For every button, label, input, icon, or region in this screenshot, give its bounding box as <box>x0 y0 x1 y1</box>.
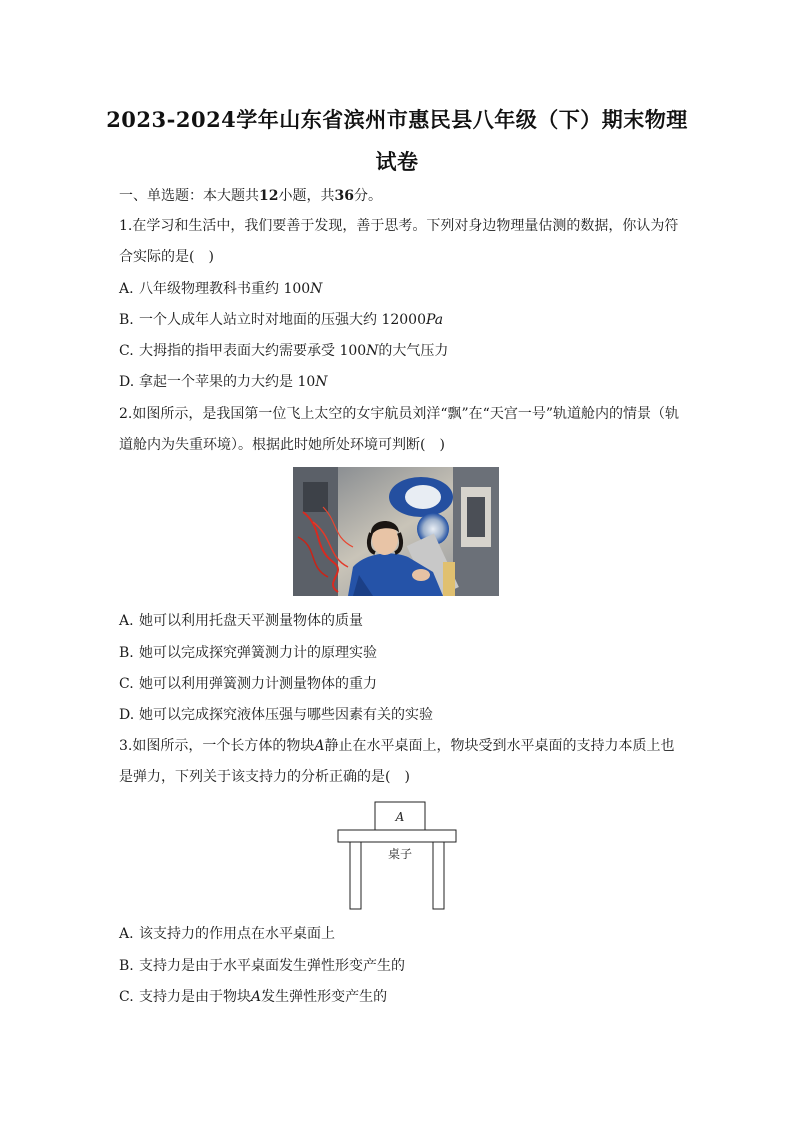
table-leg-right <box>433 842 444 909</box>
q1-stem-line1: 1.在学习和生活中，我们要善于发现，善于思考。下列对身边物理量估测的数据，你认为符 <box>119 218 679 234</box>
section-prefix: 一、单选题：本大题共 <box>119 188 259 204</box>
section-heading <box>119 186 679 206</box>
q3-option-b: B. 支持力是由于水平桌面发生弹性形变产生的 <box>119 958 405 974</box>
q2-option-a: A. 她可以利用托盘天平测量物体的质量 <box>119 613 363 629</box>
section-count: 12 <box>259 188 279 204</box>
q2-option-c: C. 她可以利用弹簧测力计测量物体的重力 <box>119 676 377 692</box>
table-leg-left <box>350 842 361 909</box>
q2-stem-line1: 2.如图所示，是我国第一位飞上太空的女宇航员刘洋“飘”在“天宫一号”轨道舱内的情景（轨 <box>119 406 679 422</box>
section-mid: 小题，共 <box>278 188 335 204</box>
section-score: 36 <box>334 188 354 204</box>
q2-option-b: B. 她可以完成探究弹簧测力计的原理实验 <box>119 645 377 661</box>
astronaut-photo <box>293 467 499 596</box>
q1-stem-line2: 合实际的是( ) <box>119 249 214 265</box>
q1-option-a: A. 八年级物理教科书重约 100N <box>119 281 323 297</box>
section-suffix: 分。 <box>353 188 382 204</box>
astronaut-photo-illustration <box>293 467 499 596</box>
q1-option-c: C. 大拇指的指甲表面大约需要承受 100N的大气压力 <box>119 343 449 359</box>
q3-stem-line2: 是弹力，下列关于该支持力的分析正确的是( ) <box>119 769 410 785</box>
q2-option-d: D. 她可以完成探究液体压强与哪些因素有关的实验 <box>119 707 433 723</box>
block-on-table-figure <box>330 796 470 914</box>
q2-stem-line2: 道舱内为失重环境）。根据此时她所处环境可判断( ) <box>119 437 445 453</box>
page-title-line2: 试卷 <box>375 149 419 174</box>
block-on-table-diagram <box>330 796 470 914</box>
q1-option-b: B. 一个人成年人站立时对地面的压强大约 12000Pa <box>119 312 444 328</box>
block-a-label: A <box>395 810 405 824</box>
table-top <box>338 830 456 842</box>
q3-option-a: A. 该支持力的作用点在水平桌面上 <box>119 926 335 942</box>
q3-stem-line1: 3.如图所示，一个长方体的物块A静止在水平桌面上，物块受到水平桌面的支持力本质上也 <box>119 738 675 754</box>
page-title-line1: 2023-2024学年山东省滨州市惠民县八年级（下）期末物理 <box>106 107 688 132</box>
q1-option-d: D. 拿起一个苹果的力大约是 10N <box>119 374 328 390</box>
q3-option-c: C. 支持力是由于物块A发生弹性形变产生的 <box>119 989 388 1005</box>
table-label: 桌子 <box>387 847 413 861</box>
